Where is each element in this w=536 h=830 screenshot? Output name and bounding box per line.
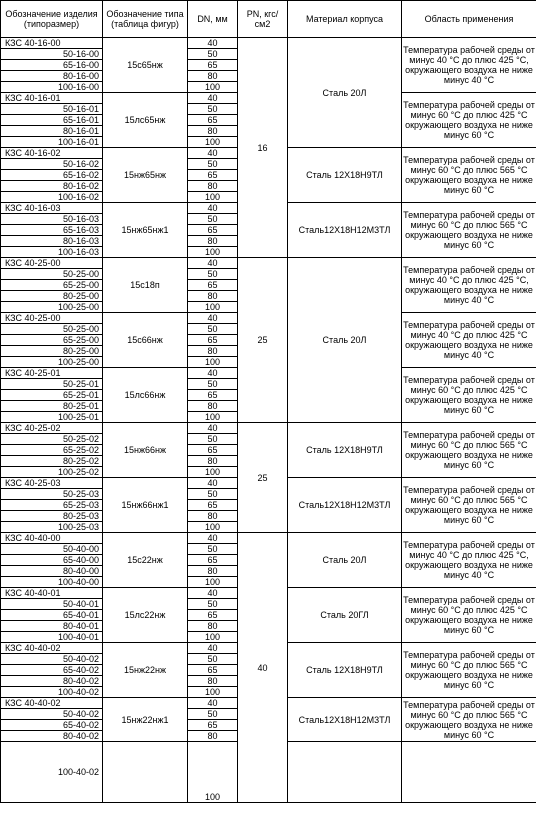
designation-cell: 100-40-02 [1,742,103,803]
type-cell: 15нж65нж [103,148,188,203]
dn-cell: 80 [188,401,238,412]
designation-cell: 100-16-02 [1,192,103,203]
material-cell: Сталь12Х18Н12М3ТЛ [288,203,402,258]
designation-cell: 65-25-01 [1,390,103,401]
designation-cell: КЗС 40-40-01 [1,588,103,599]
dn-cell: 65 [188,280,238,291]
designation-cell: 80-16-03 [1,236,103,247]
designation-cell: КЗС 40-40-00 [1,533,103,544]
dn-cell: 100 [188,467,238,478]
type-cell: 15с65нж [103,38,188,93]
dn-cell: 65 [188,60,238,71]
designation-cell: 65-25-00 [1,280,103,291]
application-cell: Температура рабочей среды от минус 60 °С до плюс 565 °С окружающего воздуха не ниже минус 60 °С [402,423,536,478]
dn-cell: 50 [188,599,238,610]
type-cell: 15лс66нж [103,368,188,423]
dn-cell: 40 [188,588,238,599]
designation-cell: 50-25-00 [1,269,103,280]
designation-cell: 65-40-02 [1,665,103,676]
material-cell: Сталь12Х18Н12М3ТЛ [288,478,402,533]
dn-cell: 80 [188,731,238,742]
dn-cell: 80 [188,126,238,137]
application-cell: Температура рабочей среды от минус 40 °С до плюс 425 °С, окружающего воздуха не ниже минус 40 °С [402,533,536,588]
designation-cell: 80-25-03 [1,511,103,522]
type-cell: 15нж22нж1 [103,698,188,742]
designation-cell: 80-40-00 [1,566,103,577]
dn-cell: 100 [188,82,238,93]
material-cell: Сталь 12Х18Н9ТЛ [288,643,402,698]
pn-cell: 25 [238,258,288,423]
pn-cell: 40 [238,533,288,803]
dn-cell: 100 [188,522,238,533]
designation-cell: 100-40-00 [1,577,103,588]
dn-cell: 65 [188,170,238,181]
designation-cell: 65-40-01 [1,610,103,621]
application-cell: Температура рабочей среды от минус 40 °С до плюс 425 °С, окружающего воздуха не ниже минус 40 °С [402,38,536,93]
dn-cell: 65 [188,610,238,621]
pn-cell: 25 [238,423,288,533]
designation-cell: 50-40-01 [1,599,103,610]
dn-cell: 100 [188,357,238,368]
designation-cell: 50-40-02 [1,709,103,720]
designation-cell: 50-40-02 [1,654,103,665]
dn-cell: 50 [188,214,238,225]
designation-cell: КЗС 40-25-03 [1,478,103,489]
dn-cell: 50 [188,654,238,665]
header-designation: Обозначение изделия (типоразмер) [1,1,103,38]
application-cell: Температура рабочей среды от минус 60 °С до плюс 565 °С окружающего воздуха не ниже минус 60 °С [403,699,535,740]
designation-cell: 50-25-00 [1,324,103,335]
designation-cell: 50-25-01 [1,379,103,390]
type-cell: 15с22нж [103,533,188,588]
dn-cell: 40 [188,93,238,104]
designation-cell: КЗС 40-25-00 [1,313,103,324]
designation-cell: КЗС 40-16-03 [1,203,103,214]
dn-cell: 40 [188,698,238,709]
dn-cell: 40 [188,258,238,269]
material-cell: Сталь 20Л [288,533,402,588]
dn-cell: 80 [188,621,238,632]
designation-cell: 65-16-00 [1,60,103,71]
designation-cell: 100-25-00 [1,357,103,368]
dn-cell: 65 [188,445,238,456]
table-row [1,423,536,434]
designation-cell: КЗС 40-25-01 [1,368,103,379]
designation-cell: 50-25-02 [1,434,103,445]
table-row [1,533,536,544]
designation-cell: 65-40-02 [1,720,103,731]
dn-cell: 50 [188,709,238,720]
designation-cell: 80-25-02 [1,456,103,467]
dn-cell: 80 [188,71,238,82]
dn-cell: 80 [188,676,238,687]
application-cell: Температура рабочей среды от минус 60 °С до плюс 425 °С окружающего воздуха не ниже минус 60 °С [402,588,536,643]
designation-cell: 80-40-02 [1,676,103,687]
designation-cell: 100-40-01 [1,632,103,643]
dn-cell: 40 [188,148,238,159]
designation-cell: 65-16-03 [1,225,103,236]
dn-cell: 80 [188,236,238,247]
header-pn: PN, кгс/см2 [238,1,288,38]
designation-cell: 80-16-00 [1,71,103,82]
dn-cell: 50 [188,379,238,390]
designation-cell: 80-25-00 [1,346,103,357]
dn-cell: 40 [188,423,238,434]
table-row [1,258,536,269]
application-cell: Температура рабочей среды от минус 60 °С до плюс 565 °С окружающего воздуха не ниже минус 60 °С [402,203,536,258]
dn-cell: 100 [188,247,238,258]
dn-cell: 80 [188,181,238,192]
designation-cell: 100-16-00 [1,82,103,93]
type-cell [103,742,188,803]
designation-cell: КЗС 40-16-01 [1,93,103,104]
designation-cell: 100-16-03 [1,247,103,258]
dn-cell: 40 [188,643,238,654]
designation-cell: 50-16-00 [1,49,103,60]
designation-cell: 80-16-02 [1,181,103,192]
material-cell: Сталь12Х18Н12М3ТЛ [288,698,402,742]
dn-cell: 100 [188,302,238,313]
dn-cell: 50 [188,159,238,170]
type-cell: 15нж65нж1 [103,203,188,258]
material-cell: Сталь 20Л [288,258,402,423]
designation-cell: 80-25-00 [1,291,103,302]
dn-cell: 80 [188,456,238,467]
dn-cell: 65 [188,115,238,126]
type-cell: 15нж22нж [103,643,188,698]
type-cell: 15с66нж [103,313,188,368]
type-cell: 15нж66нж [103,423,188,478]
dn-cell: 50 [188,104,238,115]
header-type: Обозначение типа (таблица фигур) [103,1,188,38]
type-cell: 15лс65нж [103,93,188,148]
table-row [1,38,536,49]
designation-cell: 80-40-02 [1,731,103,742]
dn-cell: 100 [188,137,238,148]
designation-cell: КЗС 40-25-02 [1,423,103,434]
dn-cell: 100 [188,687,238,698]
designation-cell: 65-25-00 [1,335,103,346]
designation-cell: КЗС 40-16-00 [1,38,103,49]
dn-cell: 100 [188,632,238,643]
application-cell: Температура рабочей среды от минус 60 °С до плюс 565 °С окружающего воздуха не ниже минус 60 °С [402,643,536,698]
dn-cell: 50 [188,544,238,555]
dn-cell: 65 [188,720,238,731]
designation-cell: 80-16-01 [1,126,103,137]
designation-cell: 80-25-01 [1,401,103,412]
material-cell [402,742,536,803]
dn-cell: 40 [188,203,238,214]
designation-cell: КЗС 40-25-00 [1,258,103,269]
application-cell: Температура рабочей среды от минус 60 °С до плюс 565 °С окружающего воздуха не ниже минус 60 °С [402,148,536,203]
type-cell: 15с18п [103,258,188,313]
dn-cell: 50 [188,269,238,280]
dn-cell: 80 [188,291,238,302]
designation-cell: 50-16-03 [1,214,103,225]
designation-cell: 50-16-01 [1,104,103,115]
dn-cell: 65 [188,555,238,566]
type-cell: 15нж66нж1 [103,478,188,533]
dn-cell: 65 [188,335,238,346]
dn-cell: 50 [188,489,238,500]
designation-cell: 100-25-02 [1,467,103,478]
application-cell: Температура рабочей среды от минус 60 °С до плюс 425 °С окружающего воздуха не ниже минус 60 °С [402,93,536,148]
header-dn: DN, мм [188,1,238,38]
dn-cell: 40 [188,368,238,379]
dn-cell: 80 [188,346,238,357]
material-cell: Сталь 12Х18Н9ТЛ [288,423,402,478]
designation-cell: 100-25-01 [1,412,103,423]
dn-cell: 100 [188,742,238,803]
designation-cell: 80-40-01 [1,621,103,632]
designation-cell: 65-40-00 [1,555,103,566]
type-cell: 15лс22нж [103,588,188,643]
pn-cell: 16 [238,38,288,258]
material-cell: Сталь 20Л [288,38,402,148]
dn-cell: 65 [188,500,238,511]
header-application: Область применения [402,1,536,38]
dn-cell: 50 [188,434,238,445]
designation-cell: 50-40-00 [1,544,103,555]
dn-cell: 40 [188,38,238,49]
application-cell: Температура рабочей среды от минус 60 °С до плюс 565 °С окружающего воздуха не ниже минус 60 °С [402,478,536,533]
dn-cell: 65 [188,225,238,236]
material-cell: Сталь 12Х18Н9ТЛ [288,148,402,203]
designation-cell: 65-25-03 [1,500,103,511]
designation-cell: 65-25-02 [1,445,103,456]
dn-cell: 100 [188,577,238,588]
dn-cell: 50 [188,324,238,335]
dn-cell: 50 [188,49,238,60]
dn-cell: 40 [188,478,238,489]
designation-cell: 50-16-02 [1,159,103,170]
dn-cell: 80 [188,566,238,577]
designation-cell: 50-25-03 [1,489,103,500]
application-cell: Температура рабочей среды от минус 60 °С до плюс 425 °С окружающего воздуха не ниже минус 60 °С [402,368,536,423]
dn-cell: 65 [188,390,238,401]
material-cell: Сталь 20ГЛ [288,588,402,643]
dn-cell: 40 [188,533,238,544]
designation-cell: 100-25-03 [1,522,103,533]
dn-cell: 65 [188,665,238,676]
header-material: Материал корпуса [288,1,402,38]
designation-cell: КЗС 40-16-02 [1,148,103,159]
designation-cell: КЗС 40-40-02 [1,698,103,709]
dn-cell: 80 [188,511,238,522]
application-cell: Температура рабочей среды от минус 40 °С до плюс 425 °С, окружающего воздуха не ниже минус 40 °С [402,258,536,313]
application-cell: Температура рабочей среды от минус 40 °С до плюс 425 °С окружающего воздуха не ниже минус 40 °С [402,313,536,368]
dn-cell: 100 [188,192,238,203]
dn-cell: 100 [188,412,238,423]
designation-cell: 100-40-02 [1,687,103,698]
designation-cell: 65-16-02 [1,170,103,181]
dn-cell: 40 [188,313,238,324]
designation-cell: КЗС 40-40-02 [1,643,103,654]
designation-cell: 100-16-01 [1,137,103,148]
designation-cell: 65-16-01 [1,115,103,126]
designation-cell: 100-25-00 [1,302,103,313]
pn-cell [288,742,402,803]
